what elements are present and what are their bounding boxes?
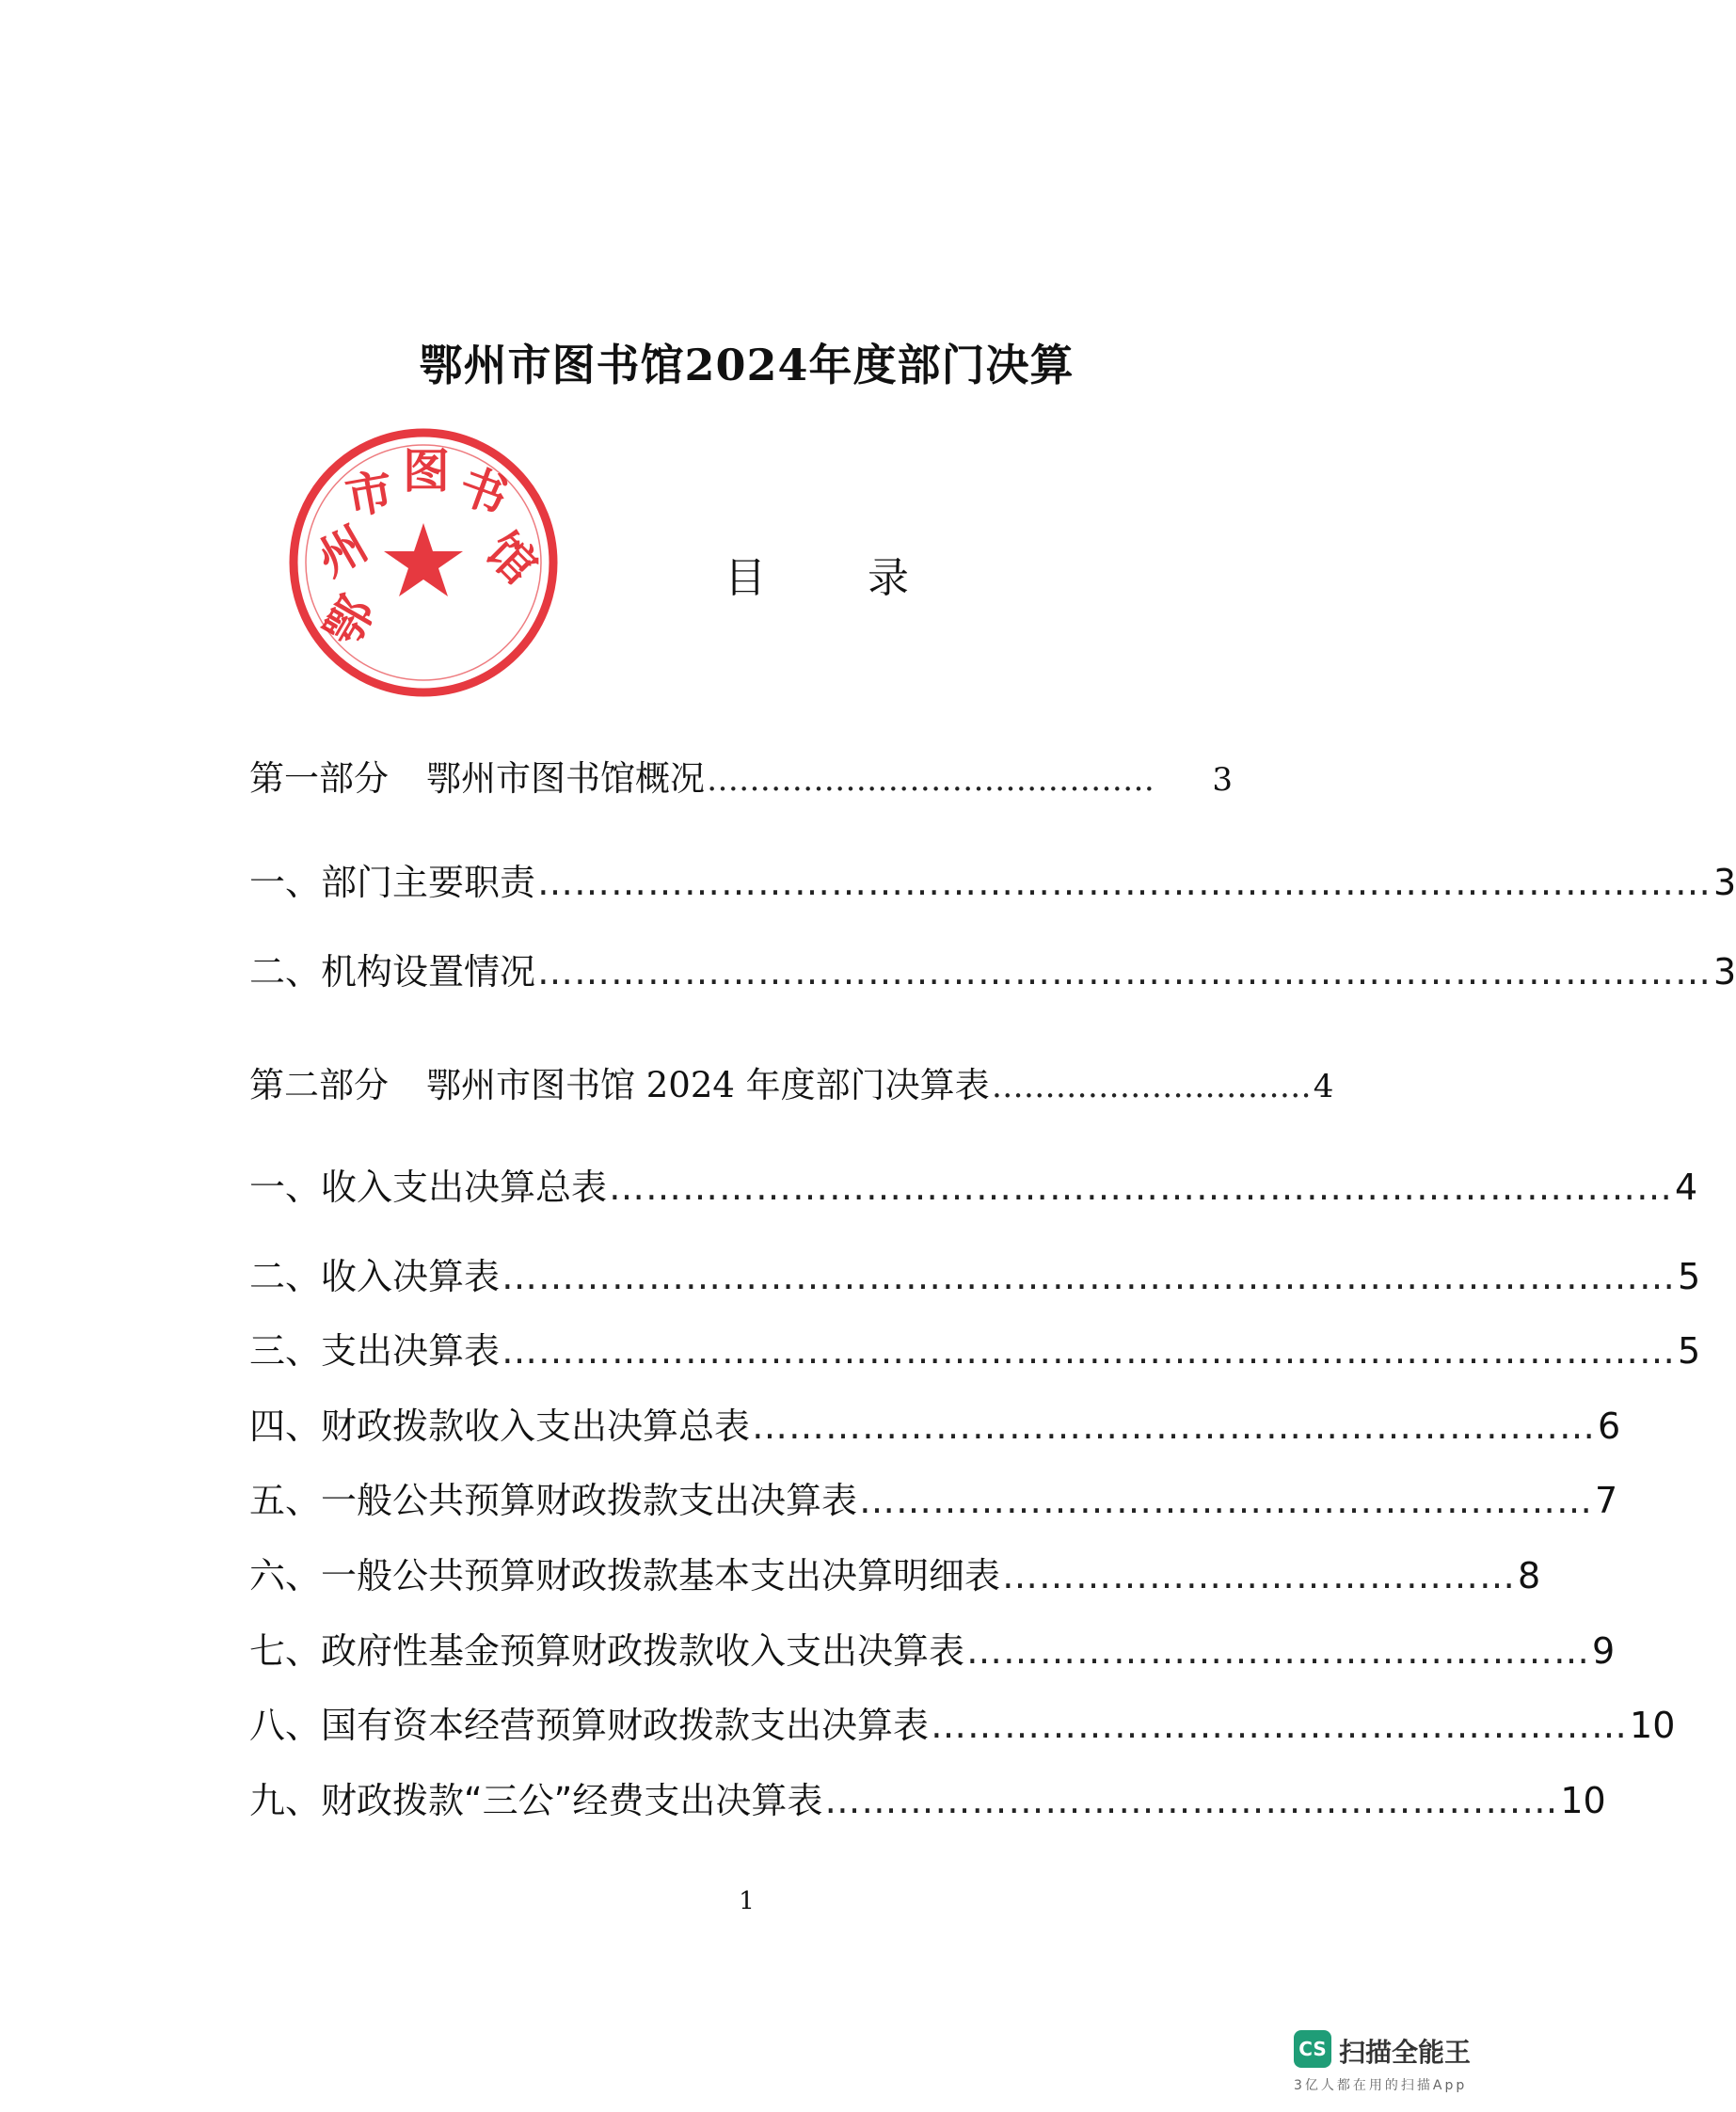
svg-text:书: 书	[452, 456, 516, 525]
toc-entry-label: 二、机构设置情况	[249, 951, 536, 992]
toc-page-number: 3	[1713, 862, 1736, 903]
toc-page-number: 4	[1675, 1167, 1698, 1208]
toc-page-number: 7	[1595, 1480, 1618, 1521]
toc-leader: ……………………………………………	[966, 1630, 1591, 1672]
toc-entry	[249, 1551, 1541, 1600]
watermark-app-name: 扫描全能王	[1339, 2037, 1472, 2068]
camscanner-logo-icon: CS	[1294, 2030, 1331, 2068]
toc-entry-part: 第一部分	[249, 758, 389, 799]
document-title: 鄂州市图书馆2024年度部门决算	[419, 340, 1075, 390]
toc-entry	[249, 1701, 1676, 1750]
toc-entry-title: 鄂州市图书馆 2024 年度部门决算表	[426, 1065, 990, 1105]
svg-text:州: 州	[308, 515, 377, 587]
toc-entry	[249, 858, 1736, 907]
toc-entry	[249, 1252, 1701, 1301]
toc-entry-part: 第二部分	[249, 1065, 389, 1105]
toc-leader: ……………………………………………………	[859, 1480, 1594, 1521]
toc-entry-label: 一、收入支出决算总表	[249, 1167, 608, 1208]
toc-entry	[249, 754, 1233, 803]
toc-page-number: 8	[1518, 1555, 1541, 1596]
toc-entry-label: 八、国有资本经营预算财政拨款支出决算表	[249, 1705, 930, 1746]
toc-entry-label: 六、一般公共预算财政拨款基本支出决算明细表	[249, 1555, 1001, 1596]
toc-leader: ……………………………………	[1002, 1555, 1517, 1596]
svg-text:图: 图	[403, 443, 450, 499]
toc-heading-char-2: 录	[868, 554, 909, 602]
toc-page-number: 10	[1630, 1705, 1676, 1746]
scanner-watermark	[1294, 2030, 1473, 2096]
toc-page-number: 3	[1212, 761, 1233, 799]
toc-leader: ……………………………………………………………………………	[609, 1167, 1674, 1208]
toc-entry-label: 七、政府性基金预算财政拨款收入支出决算表	[249, 1630, 965, 1672]
toc-leader: ……………………………………………………………………………………	[537, 862, 1712, 903]
toc-entry-label: 四、财政拨款收入支出决算总表	[249, 1405, 751, 1447]
toc-leader: ……………………………………………………	[824, 1780, 1559, 1821]
toc-leader: ……………………………………………………………………………………	[502, 1256, 1677, 1297]
toc-entry	[249, 1476, 1618, 1525]
toc-entry	[249, 1776, 1606, 1825]
toc-leader: ……………………………………………………………………………………	[537, 951, 1712, 992]
toc-page-number: 6	[1598, 1405, 1621, 1447]
toc-page-number: 5	[1678, 1330, 1701, 1372]
toc-leader: ……………………………………	[707, 761, 1155, 799]
toc-page-number: 10	[1560, 1780, 1606, 1821]
toc-page-number: 9	[1592, 1630, 1616, 1672]
toc-entry-label: 九、财政拨款“三公”经费支出决算表	[249, 1780, 823, 1821]
toc-entry-title: 鄂州市图书馆概况	[426, 758, 705, 799]
toc-entry	[249, 1627, 1616, 1675]
toc-leader: …………………………………………………	[931, 1705, 1629, 1746]
toc-entry	[249, 947, 1736, 996]
svg-text:鄂: 鄂	[313, 586, 386, 656]
toc-entry-label: 一、部门主要职责	[249, 862, 536, 903]
watermark-slogan: 3亿人都在用的扫描App	[1294, 2078, 1468, 2093]
toc-entry	[249, 1402, 1621, 1451]
toc-page-number: 5	[1678, 1256, 1701, 1297]
toc-entry-label: 二、收入决算表	[249, 1256, 501, 1297]
toc-leader: ……………………………………………………………	[752, 1405, 1597, 1447]
toc-leader: ……………………………………………………………………………………	[502, 1330, 1677, 1372]
toc-entry-label: 三、支出决算表	[249, 1330, 501, 1372]
svg-text:馆: 馆	[475, 521, 549, 595]
toc-heading-char-1: 目	[725, 554, 766, 602]
toc-entry-label: 五、一般公共预算财政拨款支出决算表	[249, 1480, 858, 1521]
toc-entry	[249, 1163, 1698, 1212]
toc-page-number: 3	[1713, 951, 1736, 992]
toc-entry	[249, 1326, 1701, 1375]
toc-entry	[249, 1061, 1334, 1110]
page-number: 1	[739, 1887, 755, 1915]
toc-page-number: 4	[1313, 1068, 1334, 1105]
svg-text:市: 市	[341, 462, 398, 526]
toc-leader: …………………………	[991, 1068, 1312, 1105]
